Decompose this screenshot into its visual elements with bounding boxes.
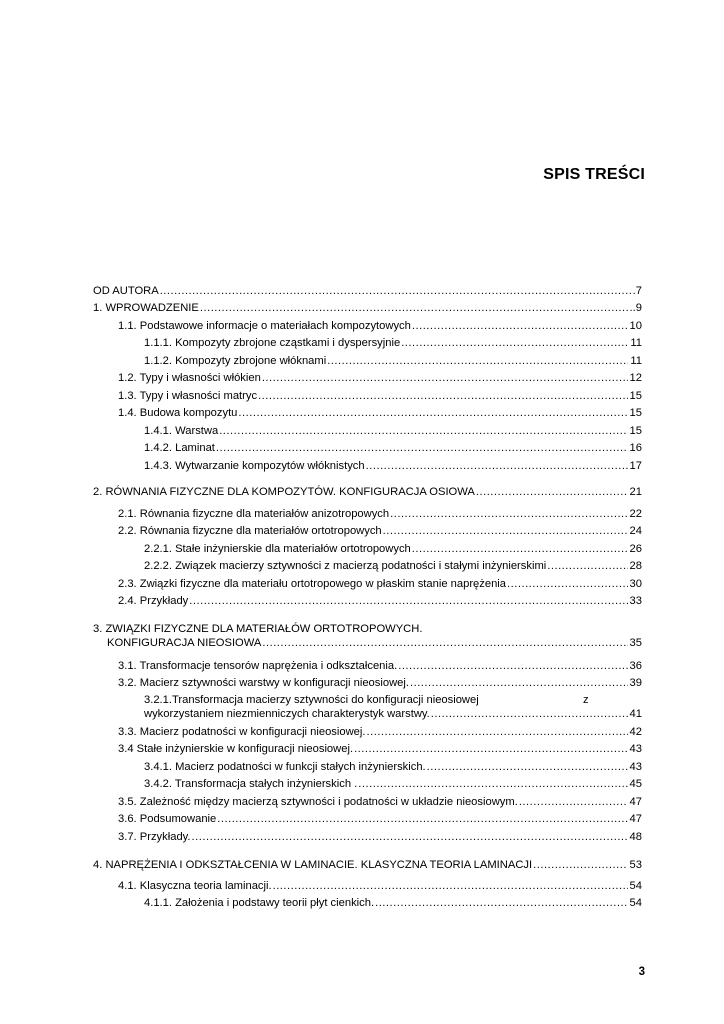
toc-entry[interactable] (93, 855, 642, 873)
toc-entry-label-line1-tail: z (583, 694, 589, 706)
toc-entry[interactable] (93, 721, 642, 739)
toc-entry-page: 42 (629, 725, 642, 738)
toc-entry-page: 26 (629, 542, 642, 555)
toc-entry-page: 35 (629, 637, 642, 649)
dot-leader (238, 406, 627, 420)
toc-entry[interactable] (93, 556, 642, 574)
toc-entry[interactable] (93, 893, 642, 911)
toc-entry-page: 54 (629, 879, 642, 892)
toc-entry-label: 3.5. Zależność między macierzą sztywności i podatności w układzie nieosiowym. (118, 795, 518, 808)
toc-entry-page: 45 (629, 778, 642, 790)
toc-entry-label: 1.4.1. Warstwa (144, 424, 219, 437)
toc-entry[interactable] (93, 403, 642, 421)
toc-entry-page: 47 (629, 813, 642, 825)
dot-leader (401, 336, 628, 350)
toc-entry-page: 12 (629, 372, 642, 384)
toc-entry-label: 3.2. Macierz sztywności warstwy w konfiguracji nieosiowej. (118, 677, 409, 689)
dot-leader (192, 830, 628, 844)
toc-entry-page: .7 (632, 284, 642, 297)
dot-leader (390, 507, 627, 521)
toc-entry-label: 1.1.1. Kompozyty zbrojone cząstkami i dyspersyjnie (144, 337, 401, 349)
dot-leader (216, 441, 628, 455)
toc-entry[interactable] (93, 655, 642, 673)
toc-entry-page: 10 (629, 319, 642, 332)
section-gap (93, 844, 642, 855)
dot-leader (273, 879, 628, 893)
dot-leader (375, 896, 627, 910)
toc-entry-label: 3.4.2. Transformacja stałych inżynierskich . (144, 778, 358, 790)
toc-entry-label: 1.3. Typy i własności matryc (118, 389, 258, 402)
toc-entry[interactable] (93, 707, 642, 721)
toc-entry-label: 2.2. Równania fizyczne dla materiałów ortotropowych (118, 525, 382, 537)
toc-entry-label: 3.7. Przykłady. (118, 830, 191, 843)
dot-leader (410, 676, 628, 690)
toc-entry-page: 54 (629, 897, 642, 909)
toc-entry[interactable] (93, 438, 642, 456)
toc-entry-page: 16 (629, 442, 642, 454)
dot-leader (262, 636, 627, 650)
toc-entry-label: 3.3. Macierz podatności w konfiguracji nieosiowej. (118, 725, 366, 738)
toc-entry-page: 36 (629, 659, 642, 672)
dot-leader (383, 524, 628, 538)
toc-entry[interactable] (93, 591, 642, 609)
toc-entry[interactable] (93, 315, 642, 333)
dot-leader (533, 858, 627, 872)
toc-entry[interactable] (93, 826, 642, 844)
toc-entry-page: 33 (629, 595, 642, 607)
toc-entry-page: 41 (629, 708, 642, 720)
toc-entry-label: 2. RÓWNANIA FIZYCZNE DLA KOMPOZYTÓW. KONFIGURACJA OSIOWA (93, 486, 475, 498)
toc-entry-heading-line (93, 690, 642, 707)
toc-entry-label: 4.1. Klasyczna teoria laminacji. (118, 879, 272, 892)
toc-entry-page: ..9 (629, 302, 642, 314)
page-number: 3 (638, 966, 645, 978)
toc-entry[interactable] (93, 774, 642, 792)
toc-entry-page: 11 (630, 354, 642, 367)
toc-entry-label: 1.2. Typy i własności włókien (118, 372, 261, 384)
toc-entry-label: 3.4 Stałe inżynierskie w konfiguracji nieosiowej. (118, 743, 354, 755)
toc-entry[interactable] (93, 385, 642, 403)
toc-entry[interactable] (93, 791, 642, 809)
toc-entry-label: 1.4. Budowa kompozytu (118, 407, 238, 419)
toc-entry-label: 2.1. Równania fizyczne dla materiałów anizotropowych (118, 507, 390, 520)
toc-entry[interactable] (93, 636, 642, 650)
dot-leader (427, 760, 628, 774)
toc-entry[interactable] (93, 673, 642, 691)
toc-entry[interactable] (93, 809, 642, 827)
toc-entry-label: 2.2.2. Związek macierzy sztywności z macierzą podatności i stałymi inżynierskimi (144, 560, 547, 572)
dot-leader (366, 459, 628, 473)
toc-entry[interactable] (93, 420, 642, 438)
toc-entry-label: OD AUTORA (93, 284, 159, 297)
toc-entry-page: 39 (629, 677, 642, 689)
dot-leader (262, 371, 628, 385)
toc-entry-page: 30 (629, 577, 642, 590)
toc-entry-page: 15 (629, 389, 642, 402)
dot-leader (507, 577, 628, 591)
dot-leader (219, 424, 627, 438)
toc-entry-page: 43 (629, 760, 642, 773)
dot-leader (200, 301, 628, 315)
dot-leader (412, 319, 628, 333)
dot-leader (354, 742, 627, 756)
toc-entry[interactable] (93, 368, 642, 386)
toc-entry[interactable] (93, 333, 642, 351)
toc-entry[interactable] (93, 739, 642, 757)
toc-entry[interactable] (93, 280, 642, 298)
toc-entry-label: 4.1.1. Założenia i podstawy teorii płyt cienkich. (144, 897, 375, 909)
section-gap (93, 473, 642, 482)
dot-leader (519, 795, 628, 809)
toc-entry-label: 1.1. Podstawowe informacje o materiałach kompozytowych (118, 319, 411, 332)
toc-entry[interactable] (93, 875, 642, 893)
toc-entry-page: 53 (629, 859, 642, 871)
dot-leader (217, 812, 627, 826)
toc-entry[interactable] (93, 298, 642, 316)
dot-leader (398, 659, 627, 673)
toc-entry-label: 1.1.2. Kompozyty zbrojone włóknami (144, 354, 327, 367)
toc-entry-label: KONFIGURACJA NIEOSIOWA (107, 637, 262, 649)
table-of-contents (93, 280, 642, 910)
dot-leader (431, 707, 628, 721)
dot-leader (547, 559, 627, 573)
section-gap (93, 608, 642, 619)
toc-entry-page: 15 (629, 407, 642, 419)
toc-entry-heading-line: 3. ZWIĄZKI FIZYCZNE DLA MATERIAŁÓW ORTOTROPOWYCH. (93, 623, 423, 635)
dot-leader (358, 777, 627, 791)
toc-entry-label-line1: 3.2.1.Transformacja macierzy sztywności do konfiguracji nieosiowej (144, 694, 479, 706)
toc-entry-page: 11 (630, 337, 642, 349)
toc-entry-page: 17 (629, 459, 642, 472)
toc-entry-page: 48 (629, 830, 642, 843)
toc-entry[interactable] (93, 756, 642, 774)
toc-entry-label: 2.3. Związki fizyczne dla materiału ortotropowego w płaskim stanie naprężenia (118, 577, 507, 590)
toc-entry-page: 21 (629, 486, 642, 498)
toc-entry-page: 15 (629, 424, 642, 437)
toc-entry-label: 3.4.1. Macierz podatności w funkcji stałych inżynierskich. (144, 760, 426, 773)
toc-entry[interactable] (93, 503, 642, 521)
toc-entry-label: 3.1. Transformacje tensorów naprężenia i odkształcenia. (118, 659, 398, 672)
dot-leader (189, 594, 627, 608)
toc-entry[interactable] (93, 521, 642, 539)
toc-entry[interactable] (93, 573, 642, 591)
dot-leader (476, 485, 628, 499)
toc-entry-label: 1.4.2. Laminat (144, 442, 215, 454)
dot-leader (367, 725, 628, 739)
dot-leader (327, 354, 628, 368)
dot-leader (258, 389, 627, 403)
dot-leader (412, 542, 628, 556)
toc-entry-page: 28 (629, 560, 642, 572)
toc-entry-label: wykorzystaniem niezmienniczych charakterystyk warstwy. (144, 708, 430, 720)
toc-entry-label: 1.4.3. Wytwarzanie kompozytów włóknistych (144, 459, 365, 472)
toc-entry[interactable] (93, 482, 642, 500)
dot-leader (160, 284, 631, 298)
toc-entry-label: 2.4. Przykłady (118, 595, 189, 607)
toc-entry-page: 43 (629, 743, 642, 755)
toc-entry-page: 22 (629, 507, 642, 520)
toc-entry-label: 3.6. Podsumowanie (118, 813, 217, 825)
toc-entry-label: 1. WPROWADZENIE (93, 302, 199, 314)
toc-entry-page: 24 (629, 525, 642, 537)
toc-entry[interactable] (93, 350, 642, 368)
toc-entry-page: 47 (629, 795, 642, 808)
toc-entry[interactable] (93, 538, 642, 556)
toc-entry-label: 2.2.1. Stałe inżynierskie dla materiałów ortotropowych (144, 542, 411, 555)
page-title: SPIS TREŚCI (543, 166, 645, 183)
toc-entry[interactable] (93, 455, 642, 473)
toc-entry-label: 4. NAPRĘŻENIA I ODKSZTAŁCENIA W LAMINACIE. KLASYCZNA TEORIA LAMINACJI (93, 859, 533, 871)
